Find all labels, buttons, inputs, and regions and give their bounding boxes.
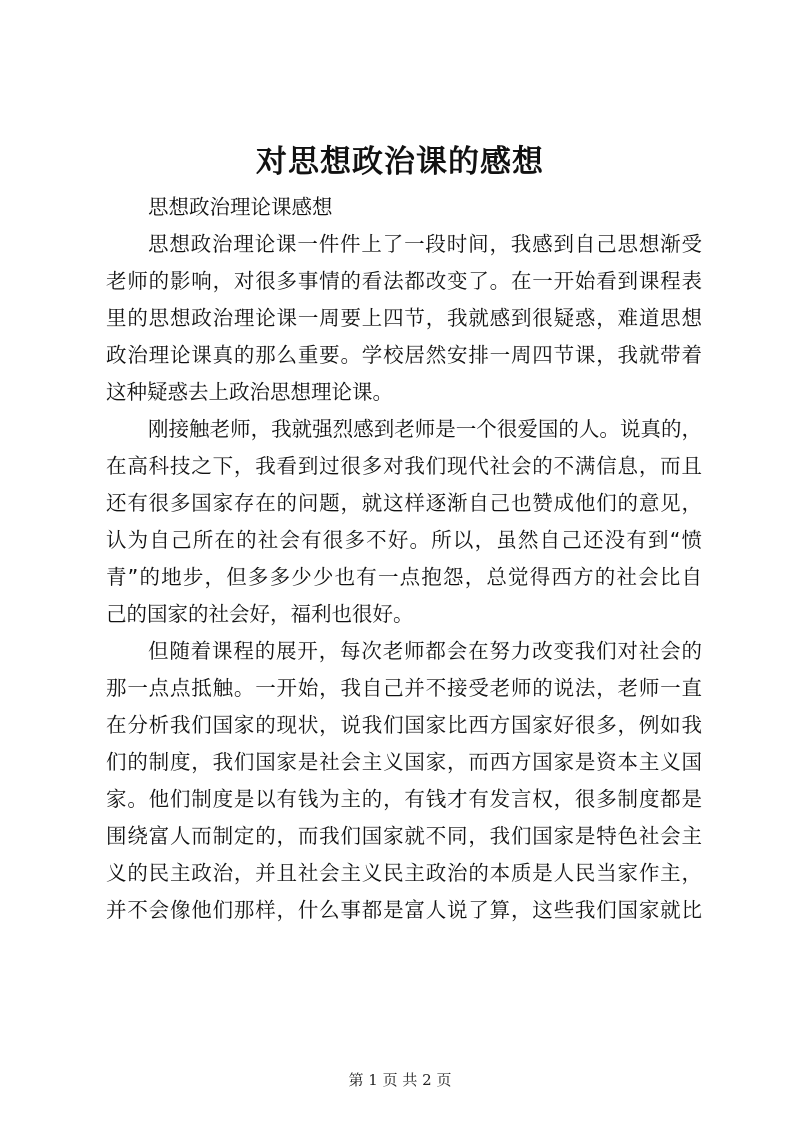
paragraph-line: 在分析我们国家的现状，说我们国家比西方国家好很多，例如我 — [106, 713, 702, 737]
paragraph-line: 刚接触老师，我就强烈感到老师是一个很爱国的人。说真的， — [148, 417, 702, 441]
document-subtitle: 思想政治理论课感想 — [148, 195, 333, 219]
paragraph-line: 在高科技之下，我看到过很多对我们现代社会的不满信息，而且 — [106, 454, 702, 478]
paragraph-line: 这种疑惑去上政治思想理论课。 — [106, 380, 393, 404]
paragraph-1 — [106, 226, 702, 411]
paragraph-line: 青”的地步，但多多少少也有一点抱怨，总觉得西方的社会比自 — [106, 565, 702, 589]
page-footer: 第 1 页 共 2 页 — [348, 1071, 452, 1089]
document-body — [106, 189, 702, 929]
paragraph-line: 政治理论课真的那么重要。学校居然安排一周四节课，我就带着 — [106, 343, 702, 367]
paragraph-line: 但随着课程的展开，每次老师都会在努力改变我们对社会的 — [148, 639, 702, 663]
paragraph-line: 己的国家的社会好，福利也很好。 — [106, 602, 414, 626]
paragraph-line: 义的民主政治，并且社会主义民主政治的本质是人民当家作主， — [106, 861, 702, 885]
paragraph-line: 里的思想政治理论课一周要上四节，我就感到很疑惑，难道思想 — [106, 306, 702, 330]
paragraph-3 — [106, 633, 702, 929]
paragraph-line: 还有很多国家存在的问题，就这样逐渐自己也赞成他们的意见， — [106, 491, 702, 515]
paragraph-line: 并不会像他们那样，什么事都是富人说了算，这些我们国家就比 — [106, 898, 702, 922]
paragraph-line: 认为自己所在的社会有很多不好。所以，虽然自己还没有到“愤 — [106, 528, 702, 552]
paragraph-line: 家。他们制度是以有钱为主的，有钱才有发言权，很多制度都是 — [106, 787, 702, 811]
paragraph-2 — [106, 411, 702, 633]
paragraph-line: 老师的影响，对很多事情的看法都改变了。在一开始看到课程表 — [106, 269, 702, 293]
paragraph-line: 围绕富人而制定的，而我们国家就不同，我们国家是特色社会主 — [106, 824, 702, 848]
paragraph-line: 思想政治理论课一件件上了一段时间，我感到自己思想渐受 — [148, 232, 702, 256]
paragraph-line: 们的制度，我们国家是社会主义国家，而西方国家是资本主义国 — [106, 750, 702, 774]
document-title: 对思想政治课的感想 — [256, 144, 544, 180]
paragraph-line: 那一点点抵触。一开始，我自己并不接受老师的说法，老师一直 — [106, 676, 702, 700]
